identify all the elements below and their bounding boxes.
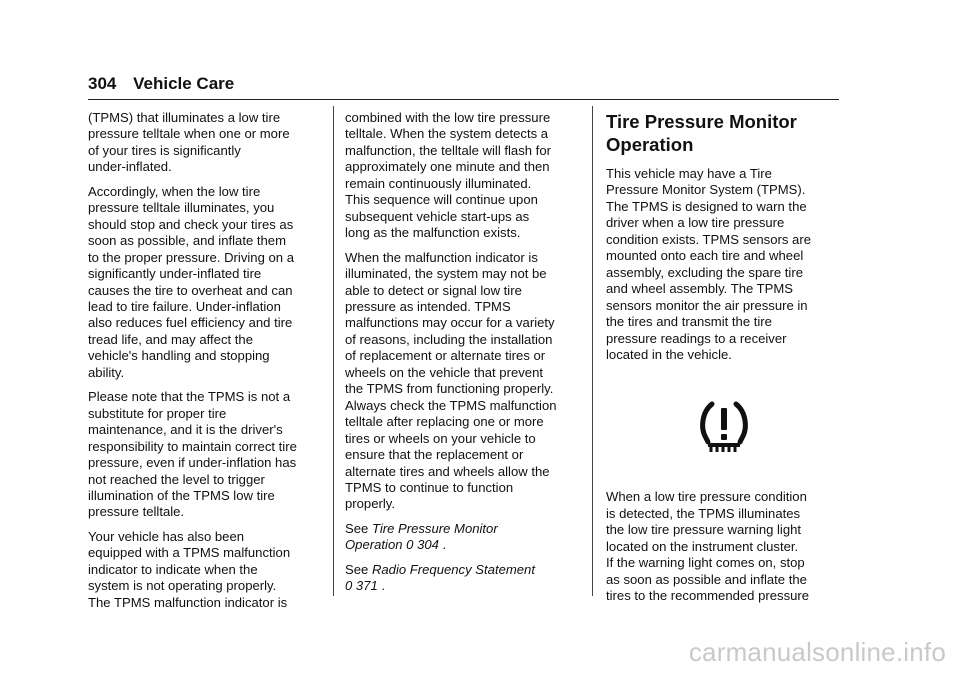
col3-paragraph-2: When a low tire pressure condition is detected, the TPMS illuminates the low tire pressure warning light located on the instrument cluster. If the warning light comes on, stop as soon as possible and inflate the tires to the recommended pressure bbox=[606, 489, 810, 604]
page-ref-304[interactable]: 0 304 bbox=[402, 537, 439, 553]
col3-paragraph-1: This vehicle may have a Tire Pressure Monitor System (TPMS). The TPMS is designed to warn the driver when a low tire pressure condition exists. TPMS sensors are mounted onto each tire and wheel assembly, excluding the spare tire and wheel assembly. The TPMS sensors monitor the air pressure in the tires and transmit the tire pressure readings to a receiver located in the vehicle. bbox=[606, 166, 811, 362]
page-header bbox=[88, 74, 234, 94]
see-also-2 bbox=[345, 562, 590, 595]
link-tire-pressure-monitor-operation[interactable]: Tire Pressure Monitor Operation bbox=[345, 520, 498, 553]
col2-paragraph-1: combined with the low tire pressure telltale. When the system detects a malfunction, the telltale will flash for approximately one minute and then remain continuously illuminated. This sequence will continue upon subsequent vehicle start-ups as long as the malfunction exists. bbox=[345, 110, 551, 241]
col1-paragraph-1: (TPMS) that illuminates a low tire pressure telltale when one or more of your tires is significantly under-inflated. bbox=[88, 110, 290, 175]
column-3 bbox=[606, 110, 841, 613]
page-number: 304 bbox=[88, 74, 117, 93]
tire-pressure-warning-icon bbox=[696, 398, 752, 454]
col1-paragraph-3: Please note that the TPMS is not a substitute for proper tire maintenance, and it is the driver's responsibility to maintain correct tire pressure, even if under-inflation has not reached the level to trigger illumination of the TPMS low tire pressure telltale. bbox=[88, 389, 297, 520]
page-ref-371[interactable]: 0 371 bbox=[345, 578, 378, 594]
column-divider-1 bbox=[333, 106, 334, 596]
section-heading: Tire Pressure Monitor Operation bbox=[606, 111, 797, 155]
see-end: . bbox=[377, 578, 386, 594]
see-prefix: See bbox=[345, 520, 372, 536]
link-radio-frequency-statement[interactable]: Radio Frequency Statement bbox=[371, 561, 535, 577]
watermark: carmanualsonline.info bbox=[688, 637, 946, 667]
col2-paragraph-2: When the malfunction indicator is illuminated, the system may not be able to detect or signal low tire pressure as intended. TPMS malfunctions may occur for a variety of reasons, including the installation of replacement or alternate tires or wheels on the vehicle that prevent the TPMS from functioning properly. Always check the TPMS malfunction telltale after replacing one or more tires or wheels on your vehicle to ensure that the replacement or alternate tires and wheels allow the TPMS to continue to function properly. bbox=[345, 249, 557, 512]
see-also-1 bbox=[345, 521, 590, 554]
column-1 bbox=[88, 110, 328, 619]
col1-paragraph-2: Accordingly, when the low tire pressure telltale illuminates, you should stop and check your tires as soon as possible, and inflate them to the proper pressure. Driving on a significantly under-inflated tire causes the tire to overheat and can lead to tire failure. Under-inflation also reduces fuel efficiency and tire tread life, and may affect the vehicle's handling and stopping ability. bbox=[88, 183, 294, 380]
col1-paragraph-4: Your vehicle has also been equipped with a TPMS malfunction indicator to indicate when the system is not operating properly. The TPMS malfunction indicator is bbox=[88, 528, 291, 610]
tpms-icon-container bbox=[606, 371, 841, 481]
column-divider-2 bbox=[592, 106, 593, 596]
see-prefix: See bbox=[345, 561, 372, 577]
header-rule bbox=[88, 99, 839, 100]
section-title-header: Vehicle Care bbox=[133, 74, 235, 93]
column-2 bbox=[345, 110, 590, 603]
see-end: . bbox=[438, 537, 447, 553]
